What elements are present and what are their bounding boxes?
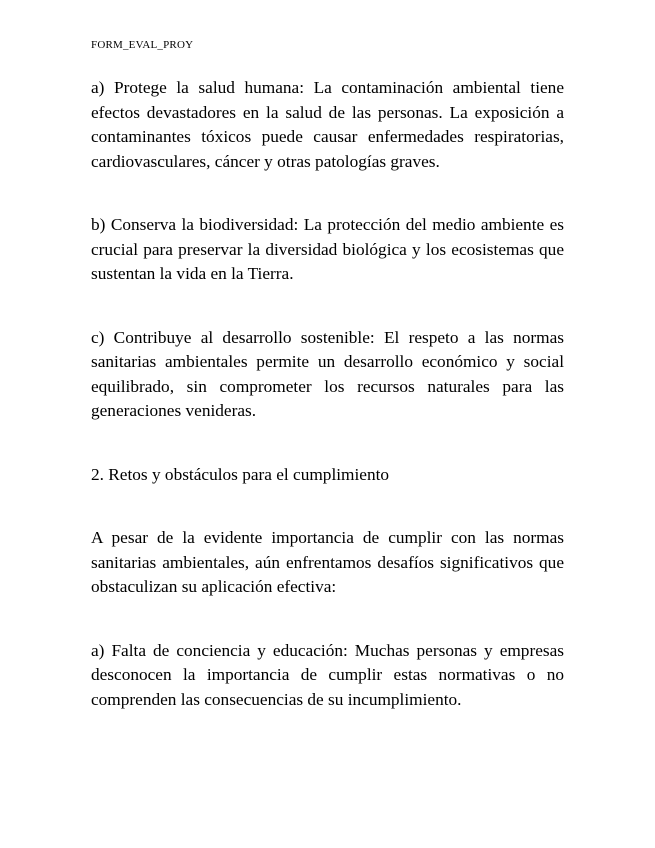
paragraph-biodiversity: b) Conserva la biodiversidad: La protección del medio ambiente es crucial para preservar la diversidad biológica y los ecosistemas que sustentan la vida en la Tierra. — [91, 215, 564, 283]
paragraph-spacer — [91, 287, 564, 326]
paragraph-challenges-intro: A pesar de la evidente importancia de cumplir con las normas sanitarias ambientales, aún enfrentamos desafíos significativos que obstaculizan su aplicación efectiva: — [91, 528, 564, 596]
paragraph-awareness: a) Falta de conciencia y educación: Muchas personas y empresas desconocen la importancia de cumplir estas normativas o no comprenden las consecuencias de su incumplimiento. — [91, 640, 564, 709]
paragraph-health: a) Protege la salud humana: La contaminación ambiental tiene efectos devastadores en la salud de las personas. La exposición a contaminantes tóxicos puede causar enfermedades respiratorias, cardiovasculares, cáncer y otras patologías graves. — [91, 78, 564, 171]
document-header: FORM_EVAL_PROY — [91, 39, 194, 51]
document-body — [91, 76, 564, 712]
paragraph-spacer — [91, 487, 564, 526]
section-heading-challenges: 2. Retos y obstáculos para el cumplimiento — [91, 464, 390, 484]
paragraph-sustainable-development: c) Contribuye al desarrollo sostenible: El respeto a las normas sanitarias ambientales permite un desarrollo económico y social equilibrado, sin comprometer los recursos naturales para las generaciones venideras. — [91, 327, 564, 420]
paragraph-spacer — [91, 600, 564, 639]
paragraph-spacer — [91, 174, 564, 213]
paragraph-spacer — [91, 424, 564, 463]
